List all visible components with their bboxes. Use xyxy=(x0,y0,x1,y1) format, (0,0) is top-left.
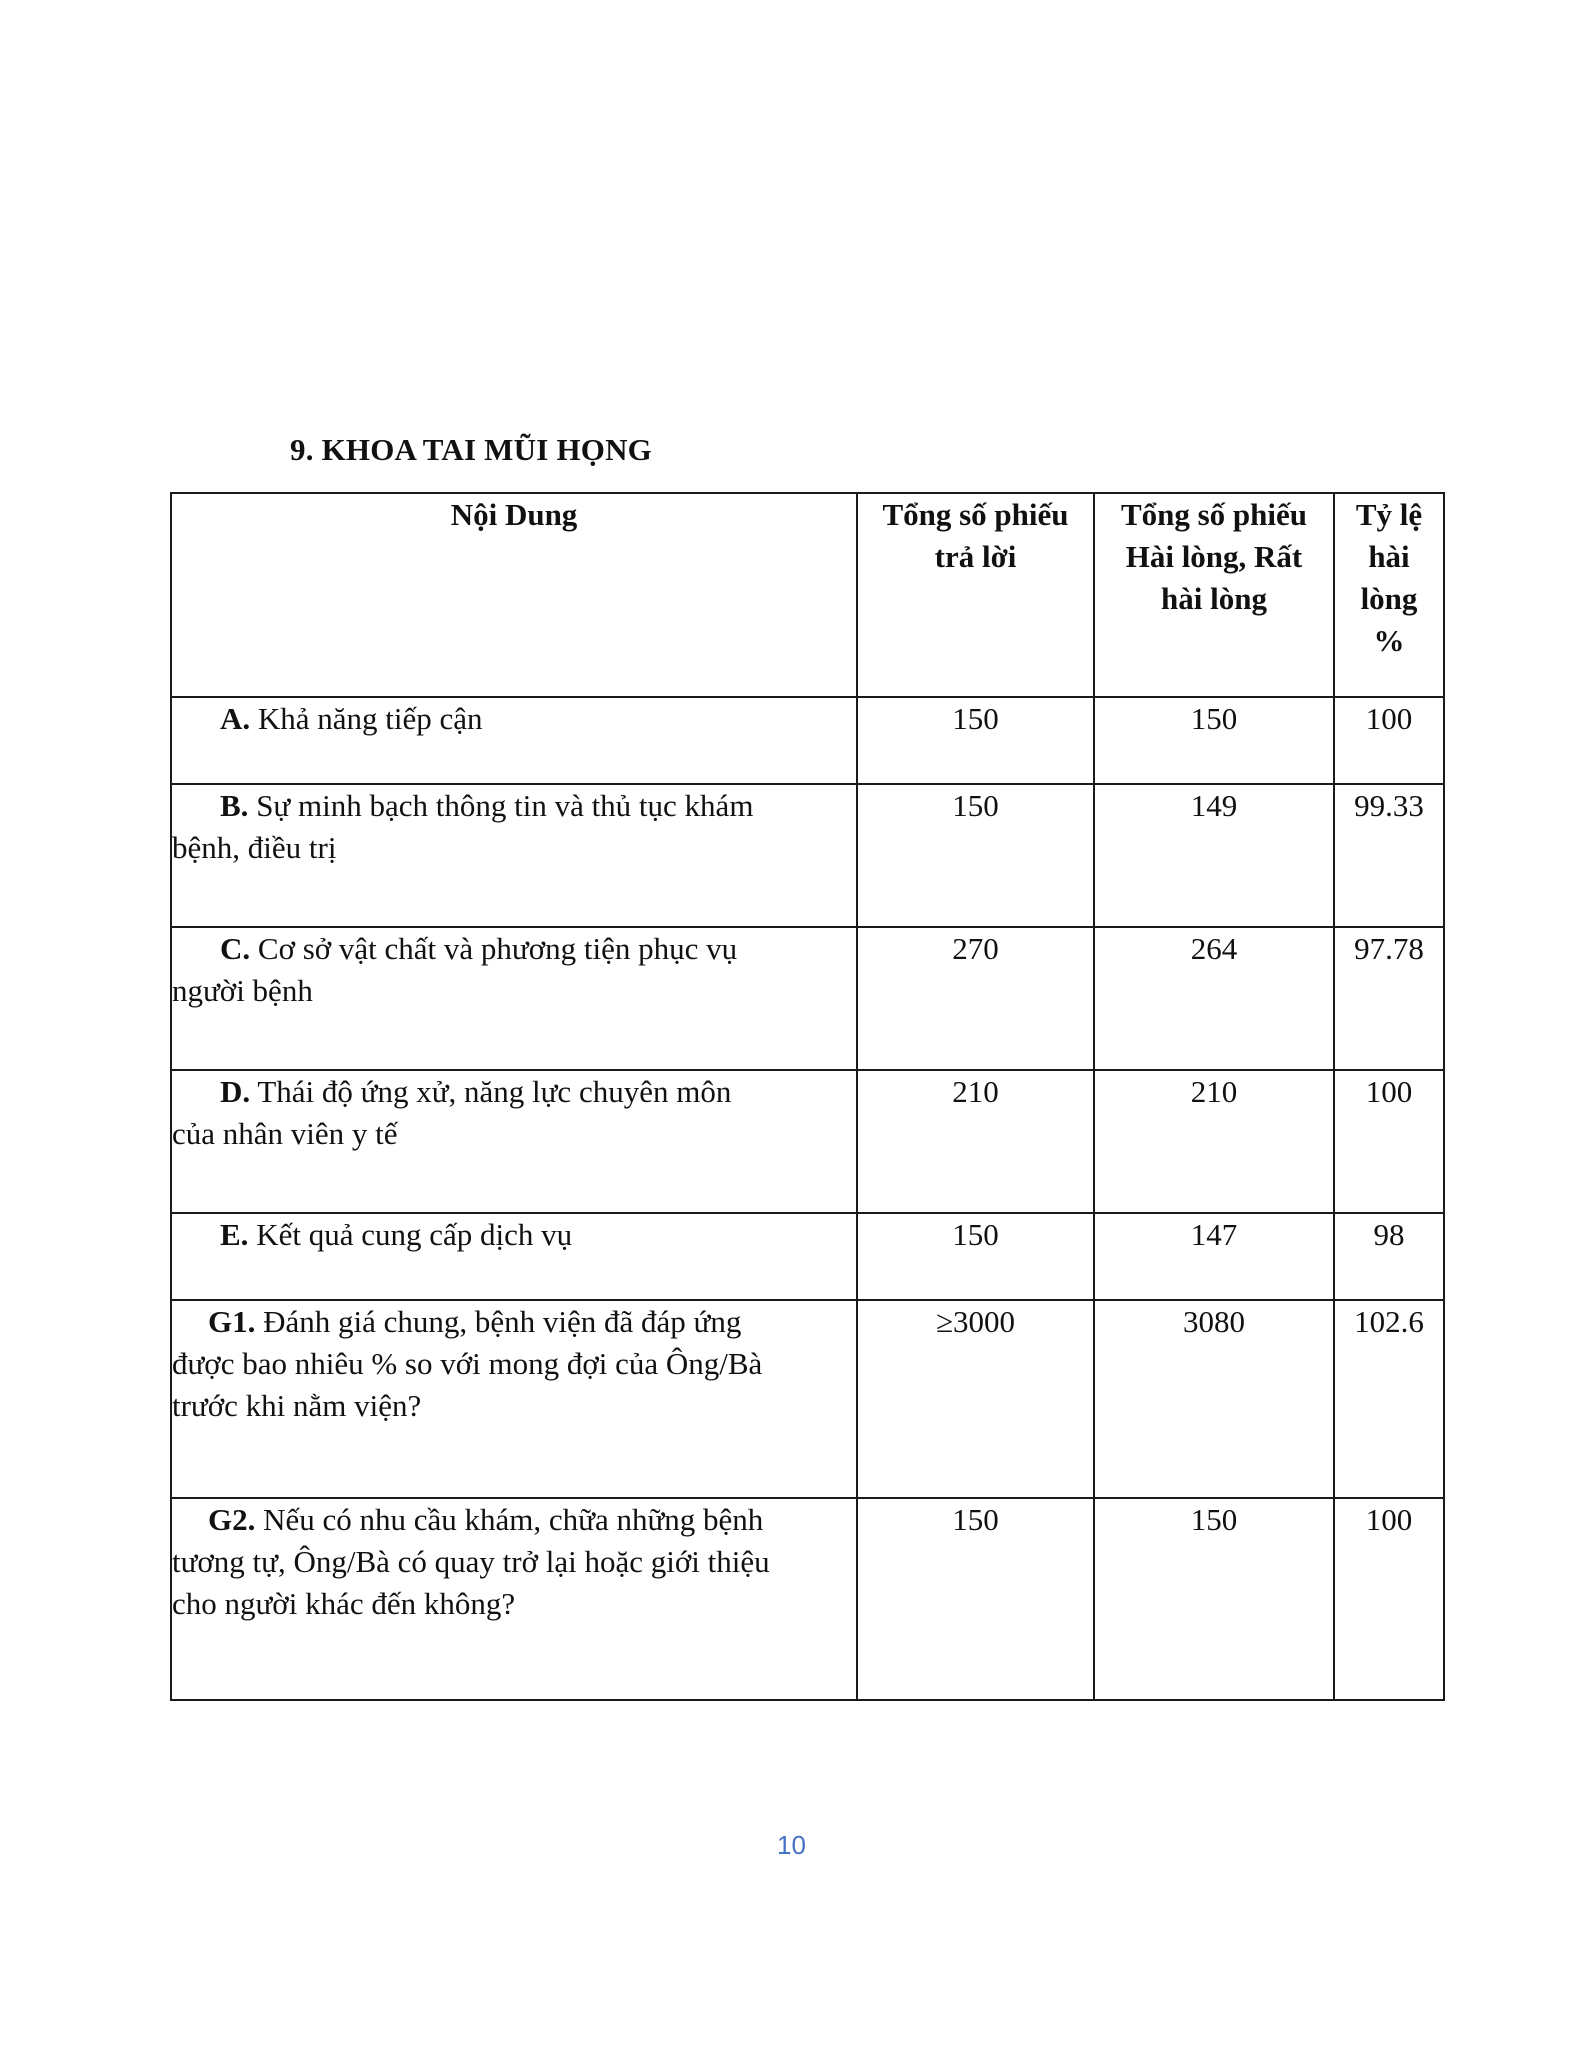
header-total-responses: Tổng số phiếu trả lời xyxy=(857,493,1094,697)
row-rate: 98 xyxy=(1334,1213,1444,1300)
row-satisfied: 150 xyxy=(1094,697,1334,784)
row-satisfied: 210 xyxy=(1094,1070,1334,1213)
row-rate: 100 xyxy=(1334,1498,1444,1700)
row-total: 210 xyxy=(857,1070,1094,1213)
row-total: 270 xyxy=(857,927,1094,1070)
row-rate: 100 xyxy=(1334,697,1444,784)
row-satisfied: 147 xyxy=(1094,1213,1334,1300)
table-row xyxy=(171,697,1444,784)
row-rate: 102.6 xyxy=(1334,1300,1444,1498)
header-content: Nội Dung xyxy=(171,493,857,697)
row-rate: 99.33 xyxy=(1334,784,1444,927)
row-satisfied: 264 xyxy=(1094,927,1334,1070)
header-satisfaction-rate: Tỷ lệ hài lòng % xyxy=(1334,493,1444,697)
row-total: 150 xyxy=(857,784,1094,927)
row-total: 150 xyxy=(857,697,1094,784)
row-content: C. Cơ sở vật chất và phương tiện phục vụ người bệnh xyxy=(171,927,857,1070)
table-row xyxy=(171,1213,1444,1300)
row-content: E. Kết quả cung cấp dịch vụ xyxy=(171,1213,857,1300)
header-total-satisfied: Tổng số phiếu Hài lòng, Rất hài lòng xyxy=(1094,493,1334,697)
section-title: 9. KHOA TAI MŨI HỌNG xyxy=(290,432,652,467)
page-number: 10 xyxy=(777,1830,806,1860)
row-content: G2. Nếu có nhu cầu khám, chữa những bệnh tương tự, Ông/Bà có quay trở lại hoặc giới thiệu cho người khác đến không? xyxy=(171,1498,857,1700)
row-content: B. Sự minh bạch thông tin và thủ tục khám bệnh, điều trị xyxy=(171,784,857,927)
row-satisfied: 149 xyxy=(1094,784,1334,927)
row-content: G1. Đánh giá chung, bệnh viện đã đáp ứng được bao nhiêu % so với mong đợi của Ông/Bà trước khi nằm viện? xyxy=(171,1300,857,1498)
table-row xyxy=(171,1498,1444,1700)
row-satisfied: 150 xyxy=(1094,1498,1334,1700)
table-header-row xyxy=(171,493,1444,697)
table-row xyxy=(171,1070,1444,1213)
row-satisfied: 3080 xyxy=(1094,1300,1334,1498)
table-row xyxy=(171,927,1444,1070)
row-rate: 100 xyxy=(1334,1070,1444,1213)
row-total: 150 xyxy=(857,1498,1094,1700)
satisfaction-table xyxy=(170,492,1445,1701)
row-total: ≥3000 xyxy=(857,1300,1094,1498)
row-content: D. Thái độ ứng xử, năng lực chuyên môn của nhân viên y tế xyxy=(171,1070,857,1213)
row-rate: 97.78 xyxy=(1334,927,1444,1070)
row-content: A. Khả năng tiếp cận xyxy=(171,697,857,784)
table-row xyxy=(171,784,1444,927)
table-row xyxy=(171,1300,1444,1498)
row-total: 150 xyxy=(857,1213,1094,1300)
